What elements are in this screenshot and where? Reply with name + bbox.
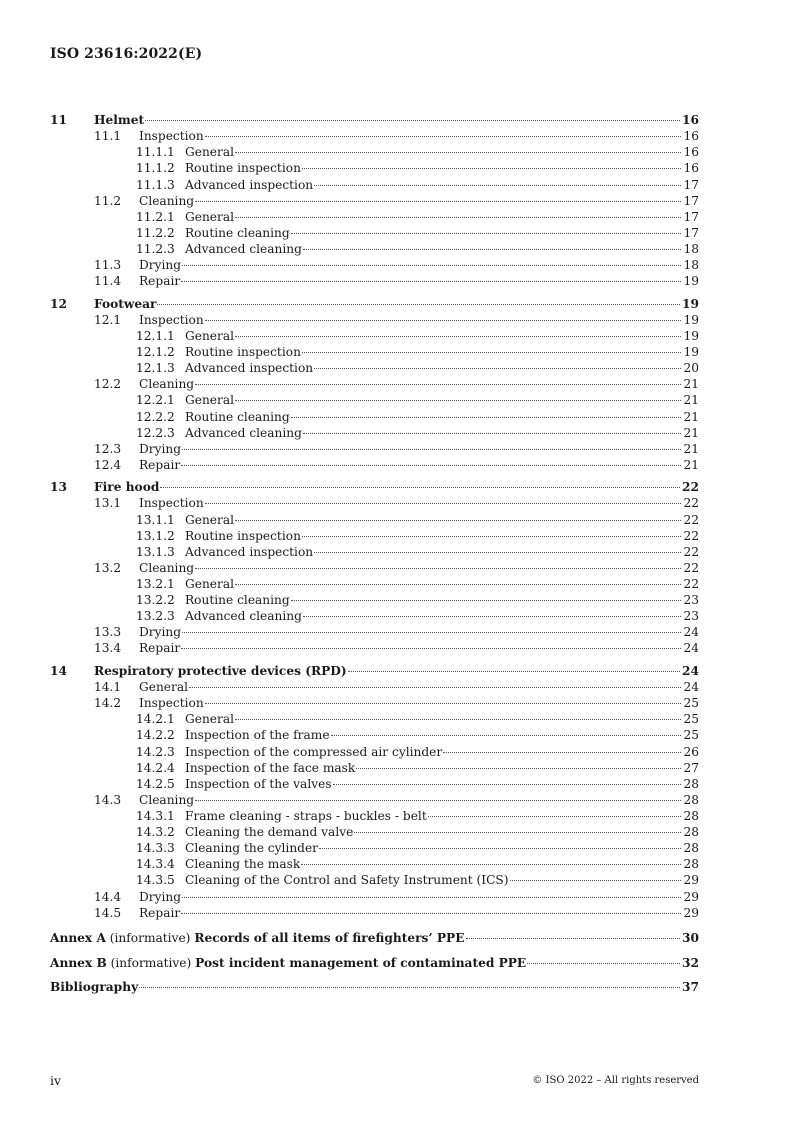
leader-dots — [235, 336, 681, 337]
toc-entry-title: Routine inspection — [185, 528, 301, 543]
toc-entry[interactable] — [50, 495, 699, 511]
toc-entry[interactable] — [50, 955, 699, 971]
toc-entry[interactable] — [50, 160, 699, 176]
toc-entry-title: Routine inspection — [185, 161, 301, 176]
toc-entry[interactable] — [50, 425, 699, 441]
toc-entry[interactable] — [50, 312, 699, 328]
toc-entry-page: 21 — [683, 409, 699, 424]
toc-entry-number: 13.3 — [94, 625, 122, 640]
leader-dots — [205, 320, 682, 321]
toc-entry-page: 26 — [683, 744, 699, 759]
toc-entry[interactable] — [50, 344, 699, 360]
toc-entry[interactable] — [50, 296, 699, 312]
toc-entry-page: 21 — [683, 393, 699, 408]
toc-entry-title: Cleaning — [139, 792, 195, 807]
toc-entry[interactable] — [50, 560, 699, 576]
leader-dots — [291, 233, 682, 234]
toc-entry-title: Footwear — [94, 296, 157, 311]
toc-entry-page: 28 — [683, 808, 699, 823]
toc-entry-title: Cleaning — [139, 560, 195, 575]
toc-entry-title: Advanced inspection — [185, 544, 314, 559]
toc-entry-number: 11.2 — [94, 193, 122, 208]
toc-entry-title: Repair — [139, 641, 181, 656]
toc-entry[interactable] — [50, 856, 699, 872]
toc-entry[interactable] — [50, 544, 699, 560]
toc-entry-page: 29 — [683, 873, 699, 888]
toc-entry-page: 23 — [683, 609, 699, 624]
toc-entry-number: 12 — [50, 296, 67, 311]
toc-entry-number: 14.3 — [94, 792, 122, 807]
toc-entry-page: 18 — [683, 242, 699, 256]
toc-entry-title: Advanced cleaning — [185, 425, 302, 440]
toc-entry-number: 14.2.4 — [136, 760, 175, 775]
toc-entry-page: 22 — [683, 577, 699, 591]
toc-entry[interactable] — [50, 792, 699, 808]
toc-entry-title: Inspection of the compressed air cylinder — [185, 744, 443, 759]
toc-entry-page: 25 — [683, 696, 699, 711]
toc-entry-title: Frame cleaning - straps - buckles - belt — [185, 808, 427, 823]
toc-entry-title: Advanced inspection — [185, 177, 314, 192]
toc-entry-title: Drying — [139, 258, 182, 273]
toc-entry[interactable] — [50, 441, 699, 457]
toc-entry-page: 19 — [683, 345, 699, 359]
leader-dots — [195, 800, 681, 801]
leader-dots — [160, 487, 680, 488]
toc-entry[interactable] — [50, 711, 699, 727]
toc-entry[interactable] — [50, 225, 699, 241]
toc-entry[interactable] — [50, 177, 699, 193]
toc-entry[interactable] — [50, 760, 699, 776]
toc-entry-number: 14.4 — [94, 889, 122, 904]
toc-entry-title: Inspection of the frame — [185, 728, 330, 743]
toc-entry-page: 25 — [683, 728, 699, 743]
annex-title: Records of all items of firefighters’ PPE — [194, 930, 465, 945]
toc-entry[interactable] — [50, 128, 699, 144]
toc-entry-title: Cleaning the cylinder — [185, 841, 319, 856]
toc-entry-number: 12.2.3 — [136, 425, 175, 440]
leader-dots — [319, 848, 681, 849]
annex-type: (informative) — [110, 955, 192, 970]
leader-dots — [182, 265, 681, 266]
leader-dots — [510, 880, 682, 881]
toc-entry-page: 23 — [683, 593, 699, 608]
leader-dots — [527, 963, 680, 964]
toc-entry-number: 11.1.1 — [136, 145, 175, 160]
toc-entry-title: General — [139, 680, 188, 694]
leader-dots — [303, 616, 682, 617]
leader-dots — [235, 719, 681, 720]
toc-entry[interactable] — [50, 824, 699, 840]
leader-dots — [291, 417, 682, 418]
leader-dots — [195, 568, 681, 569]
toc-entry-title: Routine cleaning — [185, 409, 290, 424]
toc-entry-page: 18 — [683, 258, 699, 273]
toc-entry-page: 25 — [683, 712, 699, 727]
toc-entry-number: 13.1.1 — [136, 512, 175, 527]
toc-entry-page: 19 — [683, 274, 699, 289]
toc-entry-page: 21 — [683, 425, 699, 440]
toc-entry-number: 11.1 — [94, 129, 122, 144]
toc-entry-title: Cleaning the demand valve — [185, 825, 354, 840]
toc-entry-title: Helmet — [94, 113, 145, 127]
leader-dots — [314, 368, 681, 369]
toc-entry-page: 19 — [682, 296, 699, 311]
toc-entry-page: 28 — [683, 776, 699, 791]
leader-dots — [466, 938, 681, 939]
toc-entry[interactable] — [50, 457, 699, 473]
toc-entry-title: Repair — [139, 274, 181, 289]
toc-entry-title: Cleaning — [139, 377, 195, 392]
toc-entry-number: 14 — [50, 663, 67, 678]
toc-entry-number: 11.4 — [94, 274, 122, 289]
page-number: iv — [50, 1073, 62, 1088]
toc-entry[interactable] — [50, 889, 699, 905]
toc-entry-number: 12.2 — [94, 377, 122, 392]
toc-entry-number: 11.2.3 — [136, 242, 175, 256]
toc-entry-number: 13.1 — [94, 496, 122, 511]
toc-entry-title: Advanced cleaning — [185, 609, 302, 624]
toc-entry-page: 19 — [683, 312, 699, 327]
toc-entry-page: 17 — [683, 193, 699, 208]
toc-entry-number: 13.1.3 — [136, 544, 175, 559]
toc-entry-number: 14.5 — [94, 905, 122, 920]
leader-dots — [195, 384, 681, 385]
leader-dots — [354, 832, 681, 833]
toc-entry-number: 14.3.2 — [136, 825, 175, 840]
toc-entry-number: 13.2 — [94, 560, 122, 575]
toc-entry-page: 29 — [683, 889, 699, 904]
toc-entry[interactable] — [50, 663, 699, 679]
toc-entry-title: General — [185, 209, 234, 224]
leader-dots — [235, 584, 681, 585]
toc-entry-page: 22 — [683, 544, 699, 559]
leader-dots — [235, 152, 681, 153]
toc-entry-number: 13.2.1 — [136, 577, 175, 591]
leader-dots — [314, 185, 681, 186]
toc-entry-title — [50, 955, 526, 971]
toc-entry[interactable] — [50, 144, 699, 160]
leader-dots — [235, 217, 681, 218]
toc-entry[interactable] — [50, 360, 699, 376]
toc-entry[interactable] — [50, 872, 699, 888]
toc-entry-page: 24 — [683, 625, 699, 640]
toc-entry[interactable] — [50, 640, 699, 656]
leader-dots — [428, 816, 682, 817]
leader-dots — [195, 201, 681, 202]
toc-entry-number: 12.1 — [94, 312, 122, 327]
toc-entry[interactable] — [50, 979, 699, 995]
toc-entry-title: Routine cleaning — [185, 225, 290, 240]
toc-entry-page: 19 — [683, 328, 699, 343]
leader-dots — [205, 703, 682, 704]
toc-entry-title: Drying — [139, 441, 182, 456]
toc-entry-page: 28 — [683, 857, 699, 872]
leader-dots — [182, 449, 681, 450]
toc-entry-page: 20 — [683, 361, 699, 376]
leader-dots — [301, 864, 681, 865]
toc-entry-title: Bibliography — [50, 980, 139, 995]
toc-entry-number: 14.2.5 — [136, 776, 175, 791]
toc-entry[interactable] — [50, 695, 699, 711]
toc-entry-number: 14.3.4 — [136, 857, 175, 872]
leader-dots — [181, 465, 681, 466]
leader-dots — [291, 600, 682, 601]
toc-entry-number: 11.2.1 — [136, 209, 175, 224]
leader-dots — [139, 987, 680, 988]
toc-entry-title: General — [185, 328, 234, 343]
annex-type: (informative) — [109, 930, 191, 945]
annex-label: Annex A — [50, 930, 106, 945]
toc-entry-number: 11.1.2 — [136, 161, 175, 176]
toc-entry-page: 28 — [683, 825, 699, 840]
toc-entry[interactable] — [50, 744, 699, 760]
leader-dots — [205, 503, 682, 504]
toc-entry-page: 16 — [683, 145, 699, 160]
toc-entry-title: Cleaning of the Control and Safety Instrument (ICS) — [185, 873, 509, 888]
annex-label: Annex B — [50, 955, 107, 970]
leader-dots — [443, 752, 681, 753]
toc-entry-number: 11.1.3 — [136, 177, 175, 192]
leader-dots — [303, 249, 682, 250]
leader-dots — [189, 687, 681, 688]
toc-entry-number: 13.2.2 — [136, 593, 175, 608]
leader-dots — [181, 913, 681, 914]
toc-entry-title: Inspection — [139, 129, 204, 144]
toc-entry-number: 12.2.2 — [136, 409, 175, 424]
toc-entry-page: 28 — [683, 792, 699, 807]
toc-entry-title: Advanced inspection — [185, 361, 314, 376]
leader-dots — [235, 520, 681, 521]
toc-entry[interactable] — [50, 512, 699, 528]
toc-entry-title: Routine inspection — [185, 345, 301, 359]
leader-dots — [302, 168, 682, 169]
toc-entry[interactable] — [50, 273, 699, 289]
toc-entry-page: 21 — [683, 377, 699, 392]
toc-entry-page: 24 — [682, 663, 699, 678]
toc-entry-number: 11.3 — [94, 258, 122, 273]
toc-entry-number: 12.1.3 — [136, 361, 175, 376]
toc-entry[interactable] — [50, 209, 699, 225]
leader-dots — [356, 768, 681, 769]
toc-entry-title: Routine cleaning — [185, 593, 290, 608]
toc-entry[interactable] — [50, 241, 699, 257]
toc-entry[interactable] — [50, 608, 699, 624]
leader-dots — [303, 433, 682, 434]
toc-entry[interactable] — [50, 257, 699, 273]
toc-entry-page: 22 — [683, 496, 699, 511]
leader-dots — [302, 536, 682, 537]
leader-dots — [182, 897, 681, 898]
toc-entry-title: Inspection — [139, 496, 204, 511]
toc-entry-page: 22 — [683, 560, 699, 575]
toc-entry-number: 14.3.3 — [136, 841, 175, 856]
toc-entry-title: Drying — [139, 625, 182, 640]
toc-entry[interactable] — [50, 528, 699, 544]
toc-entry-title: Advanced cleaning — [185, 242, 302, 256]
leader-dots — [314, 552, 681, 553]
toc-entry-number: 14.3.5 — [136, 873, 175, 888]
leader-dots — [181, 281, 681, 282]
toc-entry-number: 11 — [50, 113, 67, 127]
toc-entry-number: 12.2.1 — [136, 393, 175, 408]
toc-entry-page: 22 — [683, 528, 699, 543]
toc-entry-number: 13.1.2 — [136, 528, 175, 543]
toc-entry[interactable] — [50, 679, 699, 695]
toc-entry[interactable] — [50, 479, 699, 495]
toc-entry-title: General — [185, 577, 234, 591]
toc-entry-page: 17 — [683, 177, 699, 192]
toc-entry-number: 13 — [50, 480, 67, 495]
toc-entry[interactable] — [50, 840, 699, 856]
toc-entry-number: 12.3 — [94, 441, 122, 456]
toc-entry[interactable] — [50, 576, 699, 592]
toc-entry-number: 12.1.2 — [136, 345, 175, 359]
toc-entry-page: 24 — [683, 641, 699, 656]
toc-entry[interactable] — [50, 409, 699, 425]
toc-entry-title: Repair — [139, 905, 181, 920]
toc-entry-page: 17 — [683, 225, 699, 240]
annex-title: Post incident management of contaminated PPE — [195, 955, 527, 970]
toc-entry-title: Inspection of the face mask — [185, 760, 356, 775]
toc-entry-number: 13.4 — [94, 641, 122, 656]
toc-entry-title: Inspection — [139, 312, 204, 327]
document-id: ISO 23616:2022(E) — [50, 46, 203, 62]
toc-entry[interactable] — [50, 592, 699, 608]
toc-entry-number: 14.2.3 — [136, 744, 175, 759]
toc-entry-page: 29 — [683, 905, 699, 920]
toc-entry-title: General — [185, 393, 234, 408]
toc-entry-page: 37 — [682, 980, 699, 995]
toc-entry-number: 12.4 — [94, 457, 122, 472]
toc-entry[interactable] — [50, 808, 699, 824]
toc-entry[interactable] — [50, 727, 699, 743]
toc-entry[interactable] — [50, 930, 699, 946]
toc-entry[interactable] — [50, 376, 699, 392]
toc-entry-page: 17 — [683, 209, 699, 224]
toc-entry-title: Drying — [139, 889, 182, 904]
leader-dots — [145, 120, 680, 121]
toc-entry-title: General — [185, 512, 234, 527]
toc-entry-page: 21 — [683, 457, 699, 472]
toc-entry-title: General — [185, 145, 234, 160]
leader-dots — [348, 671, 680, 672]
toc-entry-page: 16 — [683, 129, 699, 144]
leader-dots — [181, 648, 681, 649]
toc-entry-title — [50, 930, 465, 946]
copyright-notice: © ISO 2022 – All rights reserved — [532, 1075, 699, 1086]
toc-entry-number: 13.2.3 — [136, 609, 175, 624]
toc-entry-number: 11.2.2 — [136, 225, 175, 240]
toc-entry-title: Respiratory protective devices (RPD) — [94, 663, 347, 678]
toc-entry-number: 14.2 — [94, 696, 122, 711]
leader-dots — [331, 735, 682, 736]
toc-entry-title: Inspection of the valves — [185, 776, 332, 791]
toc-entry-page: 32 — [682, 955, 699, 970]
toc-entry-number: 14.3.1 — [136, 808, 175, 823]
toc-entry-page: 16 — [682, 113, 699, 127]
toc-entry-page: 27 — [683, 760, 699, 775]
leader-dots — [302, 352, 682, 353]
toc-entry-title: Cleaning — [139, 193, 195, 208]
toc-entry-page: 28 — [683, 841, 699, 856]
toc-entry-page: 22 — [683, 512, 699, 527]
toc-entry[interactable] — [50, 193, 699, 209]
toc-entry-title: Inspection — [139, 696, 204, 711]
leader-dots — [182, 632, 681, 633]
toc-entry-title: Repair — [139, 457, 181, 472]
toc-entry-page: 16 — [683, 161, 699, 176]
toc-entry-page: 30 — [682, 930, 699, 945]
toc-entry[interactable] — [50, 328, 699, 344]
toc-entry[interactable] — [50, 624, 699, 640]
toc-entry-number: 14.1 — [94, 680, 122, 694]
toc-entry[interactable] — [50, 905, 699, 921]
toc-entry[interactable] — [50, 112, 699, 128]
toc-entry-title: Cleaning the mask — [185, 857, 301, 872]
leader-dots — [333, 784, 682, 785]
toc-entry-title: Fire hood — [94, 480, 160, 495]
leader-dots — [157, 304, 680, 305]
toc-entry-page: 22 — [682, 480, 699, 495]
toc-entry[interactable] — [50, 776, 699, 792]
toc-entry-number: 14.2.2 — [136, 728, 175, 743]
leader-dots — [205, 136, 682, 137]
toc-entry-page: 21 — [683, 441, 699, 456]
toc-entry-page: 24 — [683, 680, 699, 694]
toc-entry-title: General — [185, 712, 234, 727]
leader-dots — [235, 400, 681, 401]
toc-entry-number: 14.2.1 — [136, 712, 175, 727]
toc-entry[interactable] — [50, 392, 699, 408]
toc-entry-number: 12.1.1 — [136, 328, 175, 343]
